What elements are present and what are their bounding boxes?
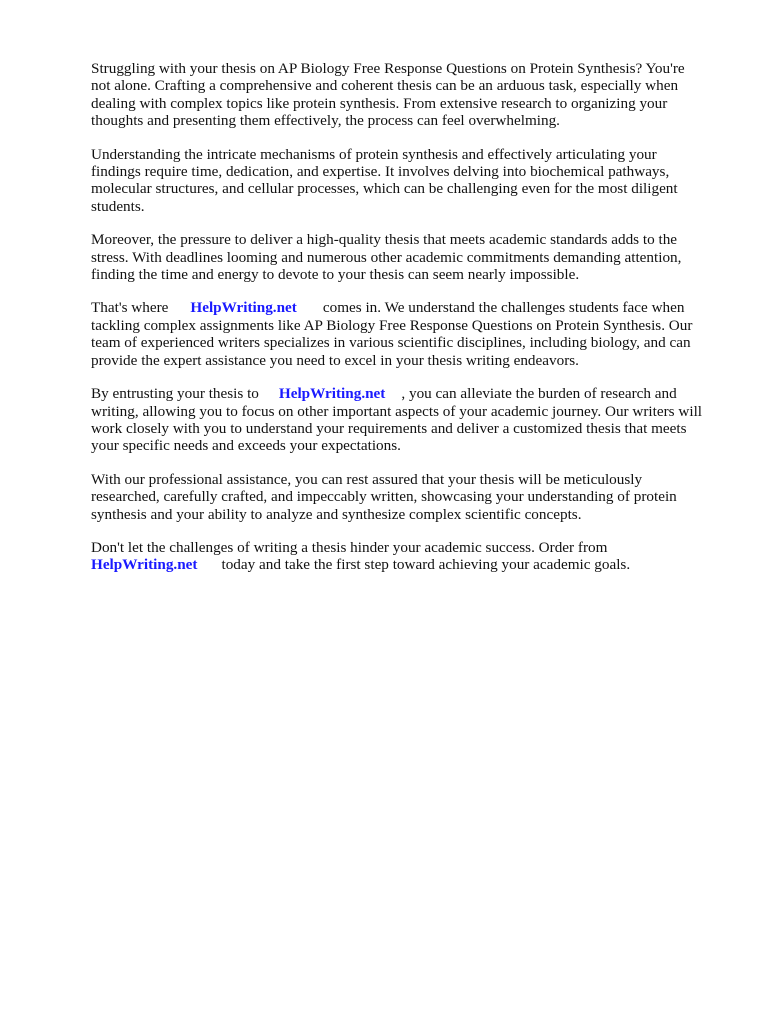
paragraph-closing <box>91 539 731 574</box>
text-line: tackling complex assignments like AP Biology Free Response Questions on Protein Synthesis. Our <box>91 316 693 334</box>
helpwriting-link[interactable]: HelpWriting.net <box>278 385 386 403</box>
text-line: Understanding the intricate mechanisms of protein synthesis and effectively articulating your <box>91 145 657 163</box>
text-line: Struggling with your thesis on AP Biology Free Response Questions on Protein Synthesis? You're <box>91 60 685 77</box>
text-line <box>91 299 731 316</box>
text-line: Moreover, the pressure to deliver a high-quality thesis that meets academic standards adds to the <box>91 231 678 249</box>
text-fragment: By entrusting your thesis to <box>91 385 259 403</box>
document-page <box>91 60 731 590</box>
paragraph-entrusting <box>91 385 731 455</box>
paragraph-intro <box>91 60 731 130</box>
text-line: your specific needs and exceeds your expectations. <box>91 437 401 455</box>
paragraph-pressure <box>91 231 731 283</box>
text-line <box>91 385 731 402</box>
text-line: team of experienced writers specializes in various scientific disciplines, including biology, and can <box>91 334 691 352</box>
text-fragment: , you can alleviate the burden of research and <box>401 385 677 403</box>
text-line: molecular structures, and cellular processes, which can be challenging even for the most diligent <box>91 180 678 198</box>
text-line: Don't let the challenges of writing a thesis hinder your academic success. Order from <box>91 538 608 556</box>
helpwriting-link[interactable]: HelpWriting.net <box>190 299 297 317</box>
text-line: not alone. Crafting a comprehensive and coherent thesis can be an arduous task, especially when <box>91 77 679 95</box>
text-line: With our professional assistance, you can rest assured that your thesis will be meticulously <box>91 470 643 488</box>
text-line: synthesis and your ability to analyze and synthesize complex scientific concepts. <box>91 505 582 523</box>
text-fragment: That's where <box>91 299 169 317</box>
paragraph-assistance <box>91 471 731 523</box>
paragraph-thats-where <box>91 299 731 369</box>
text-line: dealing with complex topics like protein synthesis. From extensive research to organizing your <box>91 94 668 112</box>
text-line: writing, allowing you to focus on other important aspects of your academic journey. Our writers will <box>91 402 703 420</box>
text-fragment: comes in. We understand the challenges students face when <box>322 299 685 317</box>
text-line: finding the time and energy to devote to your thesis can seem nearly impossible. <box>91 266 580 284</box>
paragraph-understanding <box>91 146 731 216</box>
text-line: provide the expert assistance you need to excel in your thesis writing endeavors. <box>91 351 579 369</box>
helpwriting-link[interactable]: HelpWriting.net <box>91 556 198 574</box>
text-line: work closely with you to understand your requirements and deliver a customized thesis that meets <box>91 419 687 437</box>
text-line: thoughts and presenting them effectively, the process can feel overwhelming. <box>91 112 560 130</box>
text-line: students. <box>91 197 145 215</box>
text-line: findings require time, dedication, and expertise. It involves delving into biochemical pathways, <box>91 163 670 181</box>
text-line: stress. With deadlines looming and numerous other academic commitments demanding attention, <box>91 248 682 266</box>
text-line <box>91 556 731 573</box>
text-fragment: today and take the first step toward achieving your academic goals. <box>221 556 631 574</box>
text-line: researched, carefully crafted, and impeccably written, showcasing your understanding of protein <box>91 488 677 506</box>
